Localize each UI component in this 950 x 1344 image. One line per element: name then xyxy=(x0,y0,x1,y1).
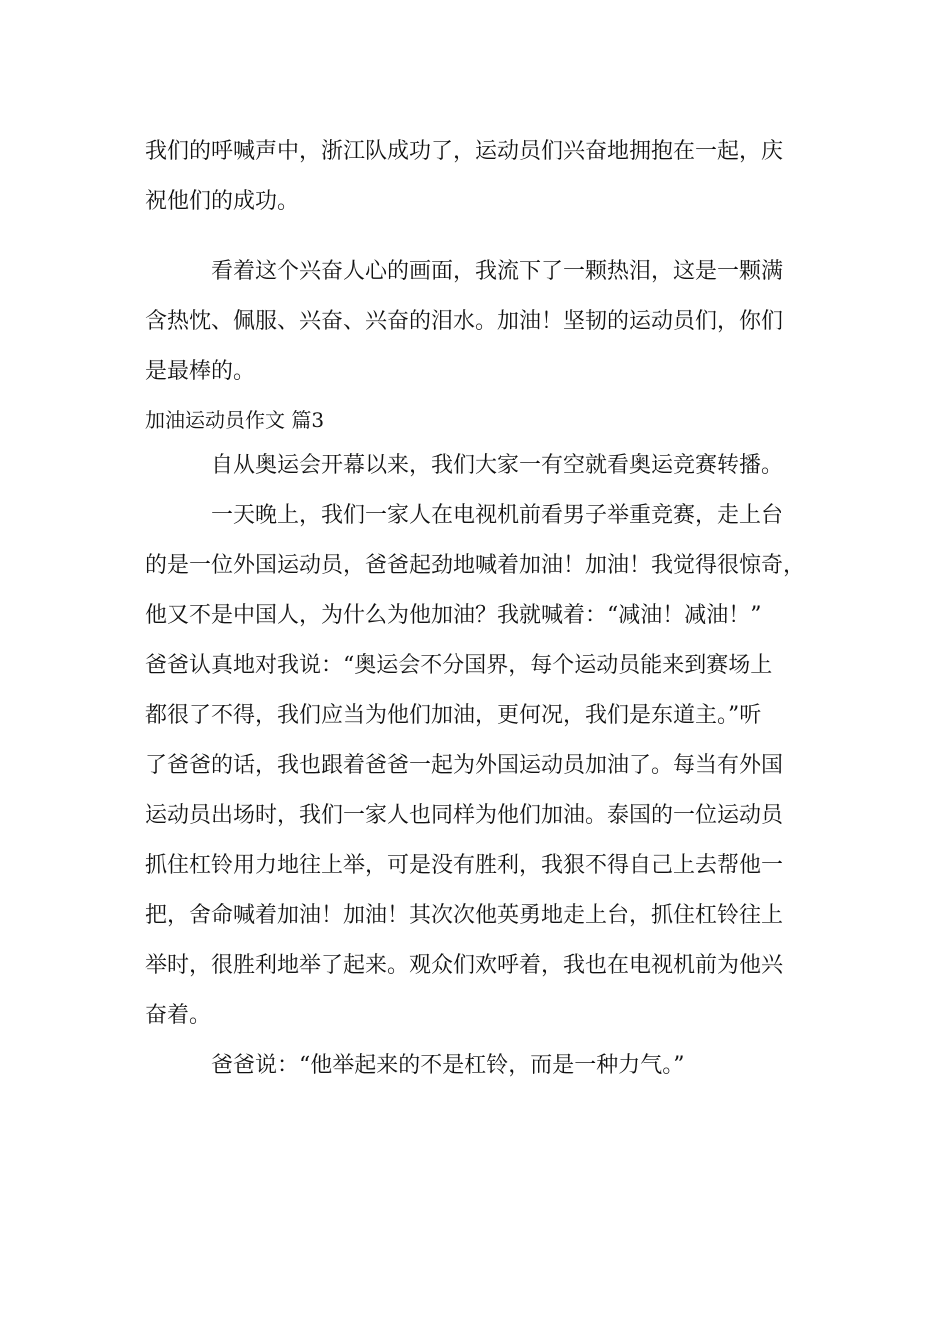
section-heading: 加油运动员作文 篇3 xyxy=(145,408,325,432)
text-line: 含热忱、佩服、兴奋、兴奋的泪水。加油！坚韧的运动员们，你们 xyxy=(145,309,784,334)
text-line: 看着这个兴奋人心的画面，我流下了一颗热泪，这是一颗满 xyxy=(211,259,784,284)
text-line: 抓住杠铃用力地往上举，可是没有胜利，我狠不得自己上去帮他一 xyxy=(145,853,784,878)
text-line: 爸爸说：“他举起来的不是杠铃，而是一种力气。” xyxy=(211,1053,685,1078)
text-line: 的是一位外国运动员，爸爸起劲地喊着加油！加油！我觉得很惊奇， xyxy=(145,553,806,578)
text-line: 都很了不得，我们应当为他们加油，更何况，我们是东道主。”听 xyxy=(145,703,762,728)
text-line: 一天晚上，我们一家人在电视机前看男子举重竞赛，走上台 xyxy=(211,503,784,528)
text-line: 祝他们的成功。 xyxy=(145,189,300,214)
text-line: 自从奥运会开幕以来，我们大家一有空就看奥运竞赛转播。 xyxy=(211,453,784,478)
paragraph-gap xyxy=(145,232,810,252)
text-line: 把，舍命喊着加油！加油！其次次他英勇地走上台，抓住杠铃往上 xyxy=(145,903,784,928)
text-line: 是最棒的。 xyxy=(145,359,256,384)
text-line: 我们的呼喊声中，浙江队成功了，运动员们兴奋地拥抱在一起，庆 xyxy=(145,139,784,164)
text-line: 爸爸认真地对我说：“奥运会不分国界，每个运动员能来到赛场上 xyxy=(145,653,773,678)
text-line: 了爸爸的话，我也跟着爸爸一起为外国运动员加油了。每当有外国 xyxy=(145,753,784,778)
text-line: 他又不是中国人，为什么为他加油？我就喊着：“减油！减油！” xyxy=(145,603,762,628)
text-line: 运动员出场时，我们一家人也同样为他们加油。泰国的一位运动员 xyxy=(145,803,784,828)
document-body xyxy=(145,132,810,1096)
text-line: 举时，很胜利地举了起来。观众们欢呼着，我也在电视机前为他兴 xyxy=(145,953,784,978)
text-line: 奋着。 xyxy=(145,1003,212,1028)
